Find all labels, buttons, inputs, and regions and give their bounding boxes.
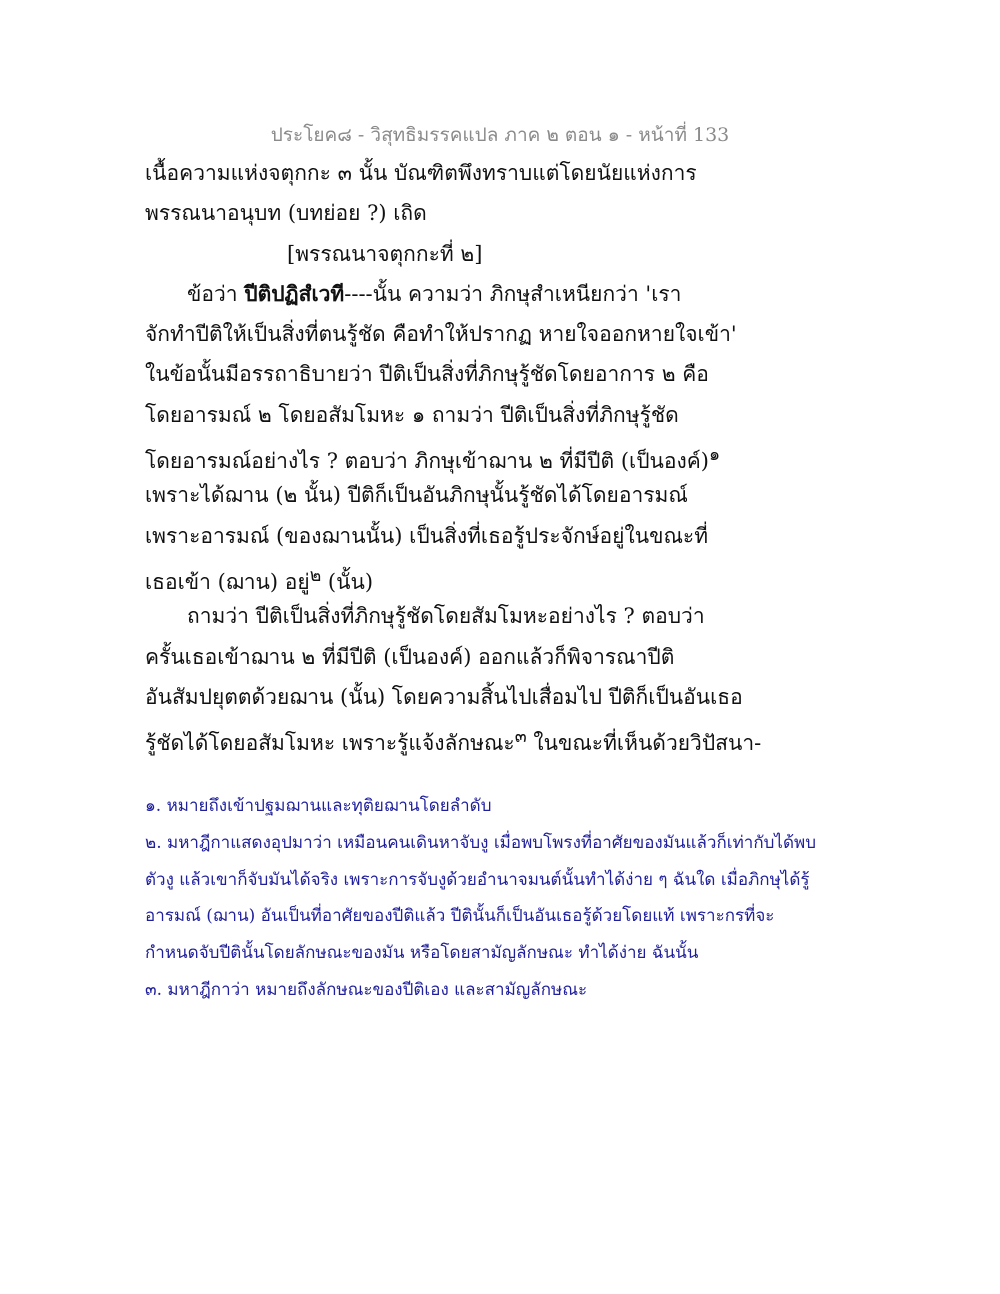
footnotes (145, 788, 885, 1009)
text-line: เพราะอารมณ์ (ของฌานนั้น) เป็นสิ่งที่เธอรู้ประจักษ์อยู่ในขณะที่ (145, 523, 709, 548)
text-fragment: รู้ชัดได้โดยอสัมโมหะ เพราะรู้แจ้งลักษณะ (145, 731, 515, 756)
text-fragment: (นั้น) (321, 569, 374, 594)
section-heading: [พรรณนาจตุกกะที่ ๒] (287, 241, 483, 266)
text-line: เพราะได้ฌาน (๒ นั้น) ปีติก็เป็นอันภิกษุนั้นรู้ชัดได้โดยอารมณ์ (145, 483, 688, 508)
text-fragment: ในขณะที่เห็นด้วยวิปัสนา- (526, 731, 762, 756)
text-line: โดยอารมณ์ ๒ โดยอสัมโมหะ ๑ ถามว่า ปีติเป็นสิ่งที่ภิกษุรู้ชัด (145, 402, 679, 427)
text-line: เนื้อความแห่งจตุกกะ ๓ นั้น บัณฑิตพึงทราบแต่โดยนัยแห่งการ (145, 161, 697, 185)
text-line: ถามว่า ปีติเป็นสิ่งที่ภิกษุรู้ชัดโดยสัมโมหะอย่างไร ? ตอบว่า (187, 604, 705, 629)
page-header: ประโยค๘ - วิสุทธิมรรคแปล ภาค ๒ ตอน ๑ - หน้าที่ 133 (270, 124, 730, 146)
text-fragment: ----นั้น ความว่า ภิกษุสำเหนียกว่า 'เรา (344, 281, 682, 306)
text-fragment: ข้อว่า (187, 281, 245, 306)
footnote-line: ๑. หมายถึงเข้าปฐมฌานและทุติยฌานโดยลำดับ (145, 796, 492, 816)
footnote-line: อารมณ์ (ฌาน) อันเป็นที่อาศัยของปีติแล้ว ปีตินั้นก็เป็นอันเธอรู้ด้วยโดยแท้ เพราะกรที่จะ (145, 906, 775, 927)
text-line: จักทำปีติให้เป็นสิ่งที่ตนรู้ชัด คือทำให้ปรากฏ หายใจออกหายใจเข้า' (145, 322, 737, 347)
text-line (145, 435, 865, 475)
text-line: อันสัมปยุตตด้วยฌาน (นั้น) โดยความสิ้นไปเสื่อมไป ปีติก็เป็นอันเธอ (145, 684, 743, 709)
footnote-mark: ๒ (309, 565, 322, 586)
text-fragment: โดยอารมณ์อย่างไร ? ตอบว่า ภิกษุเข้าฌาน ๒ ที่มีปีติ (เป็นองค์) (145, 449, 709, 474)
text-line (145, 274, 865, 314)
main-text (145, 153, 865, 757)
text-line (145, 717, 865, 757)
footnote-line: กำหนดจับปีตินั้นโดยลักษณะของมัน หรือโดยสามัญลักษณะ ทำได้ง่าย ฉันนั้น (145, 943, 699, 964)
text-line: ในข้อนั้นมีอรรถาธิบายว่า ปีติเป็นสิ่งที่ภิกษุรู้ชัดโดยอาการ ๒ คือ (145, 362, 709, 387)
footnote-mark: ๑ (709, 445, 721, 466)
text-line: พรรณนาอนุบท (บทย่อย ?) เถิด (145, 201, 427, 226)
text-line (145, 556, 865, 596)
footnote-line: ๓. มหาฎีกาว่า หมายถึงลักษณะของปีติเอง และสามัญลักษณะ (145, 979, 588, 1000)
footnote-mark: ๓ (514, 727, 527, 748)
footnote-line: ๒. มหาฎีกาแสดงอุปมาว่า เหมือนคนเดินหาจับงู เมื่อพบโพรงที่อาศัยของมันแล้วก็เท่ากับได้พบ (145, 832, 816, 853)
text-fragment: เธอเข้า (ฌาน) อยู่ (145, 569, 310, 594)
text-line: ครั้นเธอเข้าฌาน ๒ ที่มีปีติ (เป็นองค์) ออกแล้วก็พิจารณาปีติ (145, 644, 675, 669)
footnote-line: ตัวงู แล้วเขาก็จับมันได้จริง เพราะการจับงูด้วยอำนาจมนต์นั้นทำได้ง่าย ๆ ฉันใด เมื่อภิกษุได้รู้ (145, 869, 810, 890)
bold-term: ปีติปฏิสํเวที (244, 280, 345, 306)
